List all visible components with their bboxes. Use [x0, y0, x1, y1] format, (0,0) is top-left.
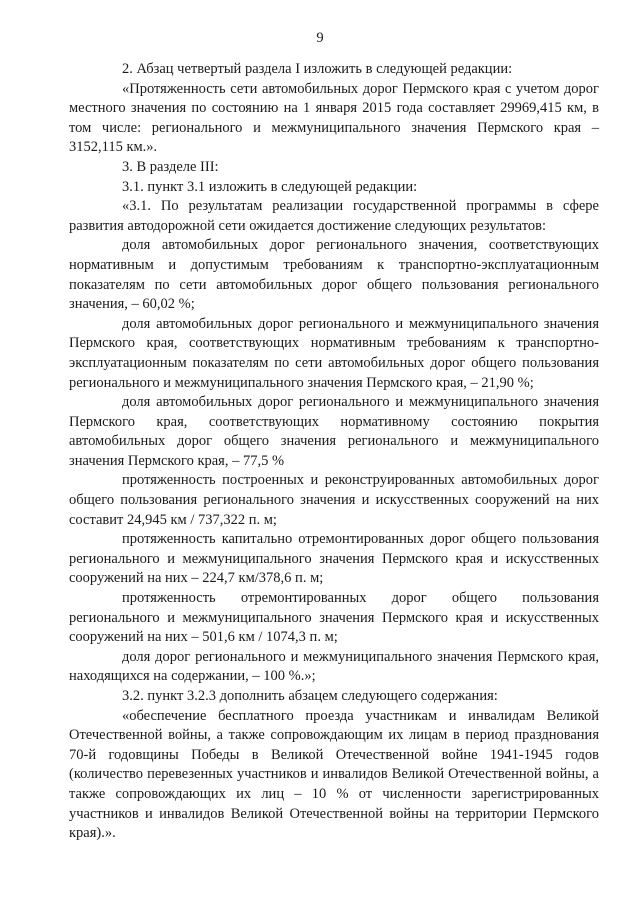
- paragraph-result-regional-roads-share: доля автомобильных дорог регионального значения, соответствующих нормативным и допустимым требованиям к транспортно-эксплуатационным показателям по сети автомобильных дорог общего пользования регионального значения, – 60,02 %;: [69, 237, 599, 313]
- document-body: [69, 60, 599, 844]
- paragraph-result-constructed-length: протяженность построенных и реконструированных автомобильных дорог общего пользования регионального значения и искусственных сооружений на них составит 24,945 км / 737,322 п. м;: [69, 472, 599, 528]
- paragraph-expected-results: «3.1. По результатам реализации государственной программы в сфере развития автодорожной сети ожидается достижение следующих результатов:: [69, 198, 599, 234]
- paragraph-network-length: «Протяженность сети автомобильных дорог Пермского края с учетом дорог местного значения по состоянию на 1 января 2015 года составляет 29969,415 км, в том числе: регионального и межмуниципального значения Пермского края – 3152,115 км.».: [69, 80, 599, 156]
- paragraph-item-3-1: 3.1. пункт 3.1 изложить в следующей редакции:: [122, 178, 418, 195]
- paragraph-result-repaired-length: протяженность отремонтированных дорог общего пользования регионального и межмуниципального значения Пермского края и искусственных сооружений на них – 501,6 км / 1074,3 п. м;: [69, 590, 599, 646]
- paragraph-result-maintained-share: доля дорог регионального и межмуниципального значения Пермского края, находящихся на содержании, – 100 %.»;: [69, 648, 599, 685]
- paragraph-section-1-amendment: 2. Абзац четвертый раздела I изложить в следующей редакции:: [122, 61, 513, 77]
- paragraph-result-intermunicipal-share: доля автомобильных дорог регионального и межмуниципального значения Пермского края, соответствующих нормативным требованиям к транспортно-эксплуатационным показателям по сети автомобильных дорог общего пользования регионального и межмуниципального значения Пермского края, – 21,90 %;: [69, 315, 599, 391]
- paragraph-section-3-heading: 3. В разделе III:: [122, 158, 219, 175]
- paragraph-free-travel-veterans: «обеспечение бесплатного проезда участникам и инвалидам Великой Отечественной войны, а также сопровождающим их лицам в период празднования 70-й годовщины Победы в Великой Отечественной войне 1941-1945 годов (количество перевезенных участников и инвалидов Великой Отечественной войны, а также сопровождающих их лиц – 10 % от численности зарегистрированных участников и инвалидов Великой Отечественной войны на территории Пермского края).».: [69, 707, 599, 842]
- paragraph-result-pavement-share: доля автомобильных дорог регионального и межмуниципального значения Пермского края, соответствующих нормативному состоянию покрытия автомобильных дорог общего значения регионального и межмуниципального значения Пермского края, – 77,5 %: [69, 394, 599, 469]
- paragraph-item-3-2: 3.2. пункт 3.2.3 дополнить абзацем следующего содержания:: [122, 688, 498, 704]
- paragraph-result-capital-repair-length: протяженность капитально отремонтированных дорог общего пользования регионального и межмуниципального значения Пермского края и искусственных сооружений на них – 224,7 км/378,6 п. м;: [69, 531, 599, 587]
- page-number: 9: [316, 30, 324, 46]
